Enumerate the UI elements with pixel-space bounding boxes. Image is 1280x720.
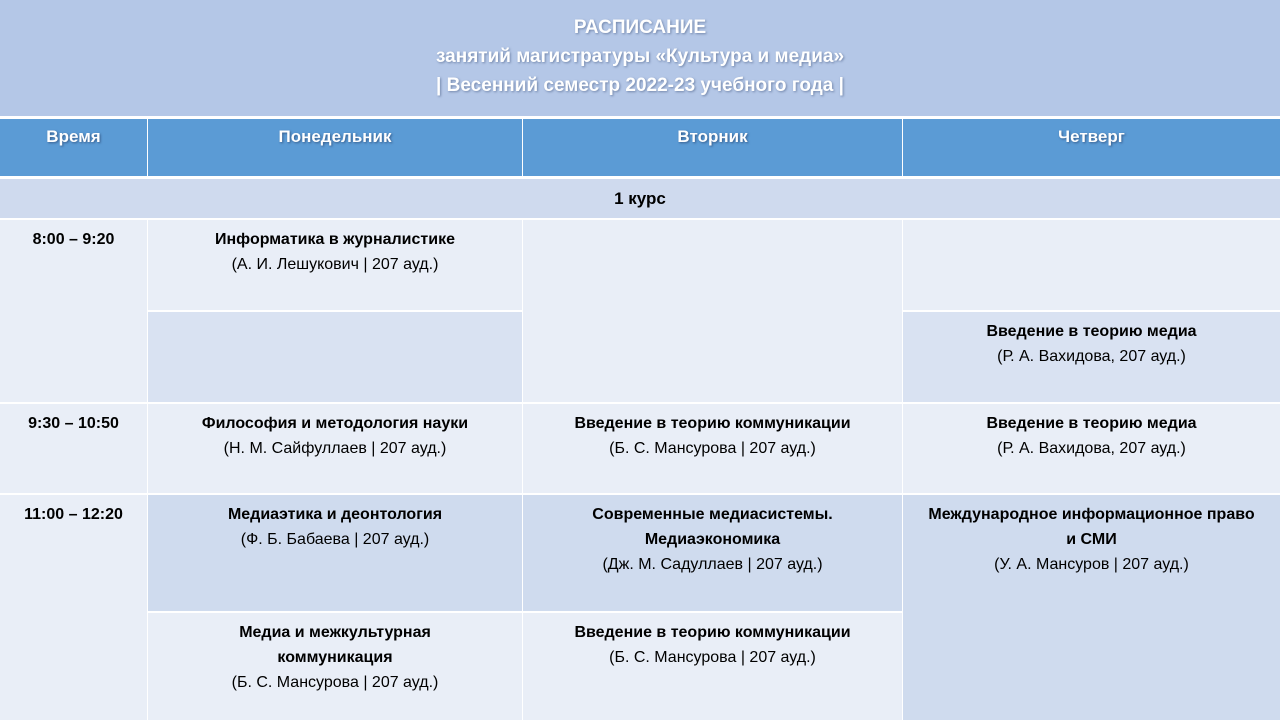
teacher-room: (Б. С. Мансурова | 207 ауд.) [609,649,816,666]
lesson-cell-mon-1b-empty [148,312,522,402]
lesson-cell-tue-1-empty [523,220,902,402]
teacher-room: (Н. М. Сайфуллаев | 207 ауд.) [223,440,447,457]
subject: Информатика в журналистике [215,231,455,248]
teacher-room: (Р. А. Вахидова, 207 ауд.) [997,348,1186,365]
header-tuesday: Вторник [523,119,902,176]
time-slot-2 [0,404,147,493]
time-label: 11:00 – 12:20 [24,506,123,523]
lesson-cell-thu-2 [903,404,1280,493]
teacher-room: (У. А. Мансуров | 207 ауд.) [994,556,1189,573]
time-label: 8:00 – 9:20 [32,231,115,248]
subject: Введение в теорию медиа [986,323,1197,340]
subject: Медиаэтика и деонтология [227,506,443,523]
time-slot-3 [0,495,147,720]
lesson-cell-tue-3a [523,495,902,611]
lesson-cell-thu-3 [903,495,1280,720]
teacher-room: (Дж. М. Садуллаев | 207 ауд.) [602,556,823,573]
course-label: 1 курс [0,179,1280,218]
subject: Введение в теорию коммуникации [574,415,851,432]
time-slot-1 [0,220,147,402]
title-line-2: занятий магистратуры «Культура и медиа» [435,46,845,67]
subject: Современные медиасистемы. Медиаэкономика [592,506,833,548]
subject: Введение в теорию медиа [986,415,1197,432]
teacher-room: (Б. С. Мансурова | 207 ауд.) [609,440,816,457]
header-time: Время [0,119,147,176]
header-thursday: Четверг [903,119,1280,176]
subject: Международное информационное право и СМИ [928,506,1255,548]
teacher-room: (А. И. Лешукович | 207 ауд.) [231,256,439,273]
lesson-cell-mon-2 [148,404,522,493]
title-line-3: | Весенний семестр 2022-23 учебного года | [436,75,844,96]
teacher-room: (Б. С. Мансурова | 207 ауд.) [231,674,439,691]
lesson-cell-mon-3a [148,495,522,611]
lesson-cell-mon-3b [148,613,522,720]
lesson-cell-thu-1a-empty [903,220,1280,310]
schedule-title [0,0,1280,116]
teacher-room: (Ф. Б. Бабаева | 207 ауд.) [240,531,430,548]
lesson-cell-tue-3b [523,613,902,720]
lesson-cell-thu-1b [903,312,1280,402]
time-label: 9:30 – 10:50 [28,415,119,432]
subject: Медиа и межкультурная коммуникация [239,624,431,666]
teacher-room: (Р. А. Вахидова, 207 ауд.) [997,440,1186,457]
title-line-1: РАСПИСАНИЕ [573,17,707,38]
subject: Философия и методология науки [201,415,469,432]
header-monday: Понедельник [148,119,522,176]
lesson-cell-tue-2 [523,404,902,493]
lesson-cell-mon-1a [148,220,522,310]
subject: Введение в теорию коммуникации [574,624,851,641]
